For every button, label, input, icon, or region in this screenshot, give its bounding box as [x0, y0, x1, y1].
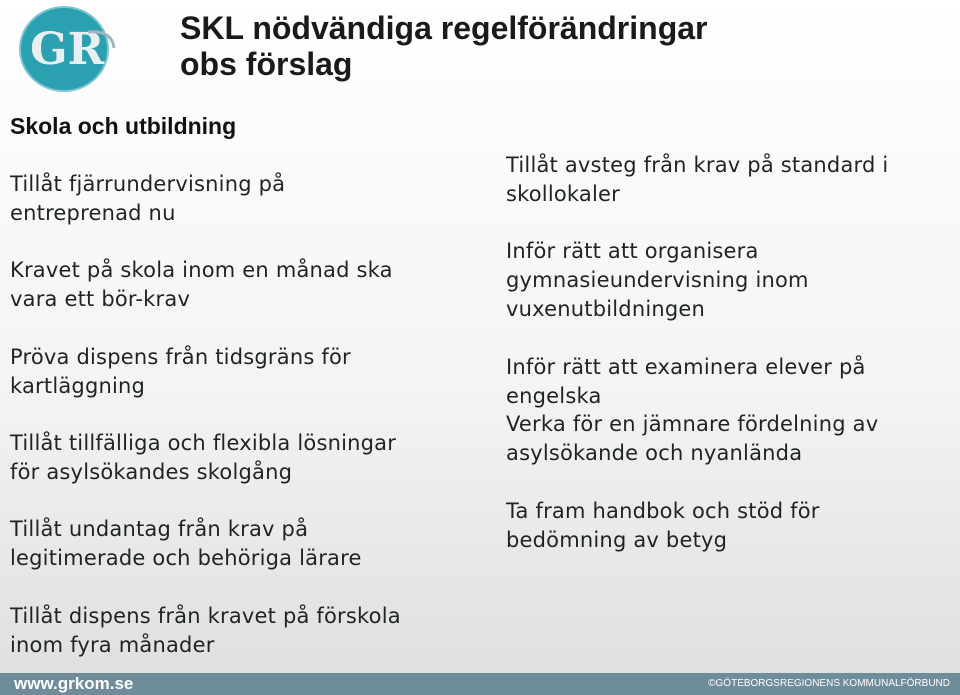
left-item-3: Pröva dispens från tidsgräns för kartläggning [10, 345, 351, 398]
left-item-1: Tillåt fjärrundervisning på entreprenad nu [10, 172, 286, 225]
left-item-2: Kravet på skola inom en månad ska vara ett bör-krav [10, 258, 393, 311]
section-heading: Skola och utbildning [10, 113, 237, 139]
title-line-2: obs förslag [180, 46, 353, 82]
right-item-1: Tillåt avsteg från krav på standard i skollokaler [506, 153, 889, 206]
right-item-4: Verka för en jämnare fördelning av asylsökande och nyanlända [506, 412, 879, 465]
title-line-1: SKL nödvändiga regelförändringar [180, 10, 708, 46]
left-item-6: Tillåt dispens från kravet på förskola inom fyra månader [10, 604, 401, 657]
footer-bar [0, 673, 960, 695]
gr-logo [18, 2, 116, 92]
page-title [180, 10, 707, 82]
footer-url[interactable]: www.grkom.se [14, 674, 134, 693]
right-item-3: Inför rätt att examinera elever på engelska [506, 355, 866, 408]
right-item-5: Ta fram handbok och stöd för bedömning av betyg [506, 499, 820, 552]
right-item-2: Inför rätt att organisera gymnasieundervisning inom vuxenutbildningen [506, 239, 809, 321]
logo-lettering: GR [30, 24, 105, 75]
left-item-5: Tillåt undantag från krav på legitimerade och behöriga lärare [10, 517, 362, 570]
left-item-4: Tillåt tillfälliga och flexibla lösningar för asylsökandes skolgång [10, 431, 397, 484]
footer-organization: ©GÖTEBORGSREGIONENS KOMMUNALFÖRBUND [708, 678, 950, 689]
